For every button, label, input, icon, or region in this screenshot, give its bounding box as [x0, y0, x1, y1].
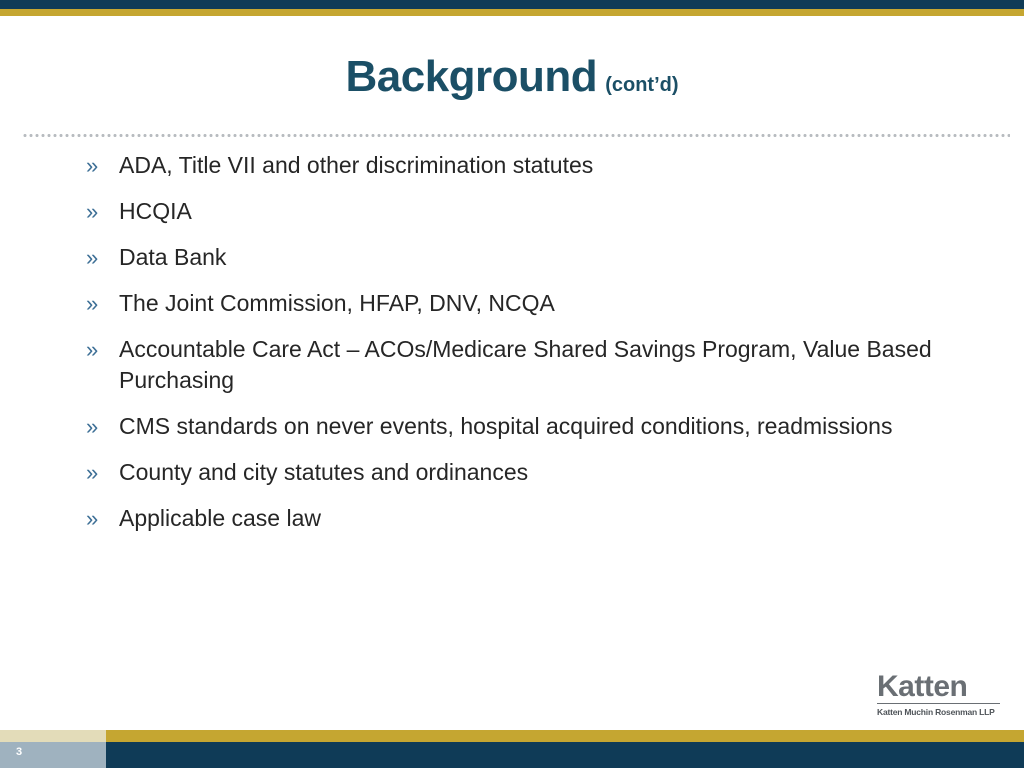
dotted-divider	[22, 133, 1010, 138]
bullet-text: The Joint Commission, HFAP, DNV, NCQA	[119, 290, 555, 316]
top-gold-band	[0, 9, 1024, 16]
title-main: Background	[345, 52, 598, 101]
bullet-item	[86, 196, 966, 227]
bullet-marker: »	[86, 245, 99, 270]
top-navy-band	[0, 0, 1024, 9]
bullet-marker: »	[86, 506, 99, 531]
bullet-marker: »	[86, 291, 99, 316]
bullet-item	[86, 503, 966, 534]
bullet-text: Accountable Care Act – ACOs/Medicare Shared Savings Program, Value Based Purchasing	[119, 336, 932, 393]
bullet-marker: »	[86, 460, 99, 485]
slide-title	[0, 52, 1024, 102]
bullet-text: Data Bank	[119, 244, 227, 270]
bullet-marker: »	[86, 337, 99, 362]
bottom-gold-band	[0, 730, 1024, 742]
bullet-text: HCQIA	[119, 198, 192, 224]
bullet-item	[86, 457, 966, 488]
bullet-list	[86, 150, 966, 549]
bullet-item	[86, 334, 966, 396]
katten-logo	[877, 670, 1001, 720]
bottom-navy-band	[0, 742, 1024, 768]
bullet-item	[86, 150, 966, 181]
bullet-item	[86, 242, 966, 273]
logo-wordmark: Katten	[877, 670, 968, 703]
bullet-marker: »	[86, 153, 99, 178]
bullet-text: ADA, Title VII and other discrimination statutes	[119, 152, 594, 178]
title-suffix: (cont’d)	[605, 74, 679, 96]
bullet-item	[86, 411, 966, 442]
bullet-marker: »	[86, 414, 99, 439]
page-number: 3	[16, 746, 23, 758]
bullet-text: County and city statutes and ordinances	[119, 459, 529, 485]
logo-rule	[877, 703, 1000, 704]
bullet-text: Applicable case law	[119, 505, 322, 531]
bullet-text: CMS standards on never events, hospital acquired conditions, readmissions	[119, 413, 893, 439]
bullet-marker: »	[86, 199, 99, 224]
bullet-item	[86, 288, 966, 319]
logo-firm-name: Katten Muchin Rosenman LLP	[877, 707, 995, 717]
